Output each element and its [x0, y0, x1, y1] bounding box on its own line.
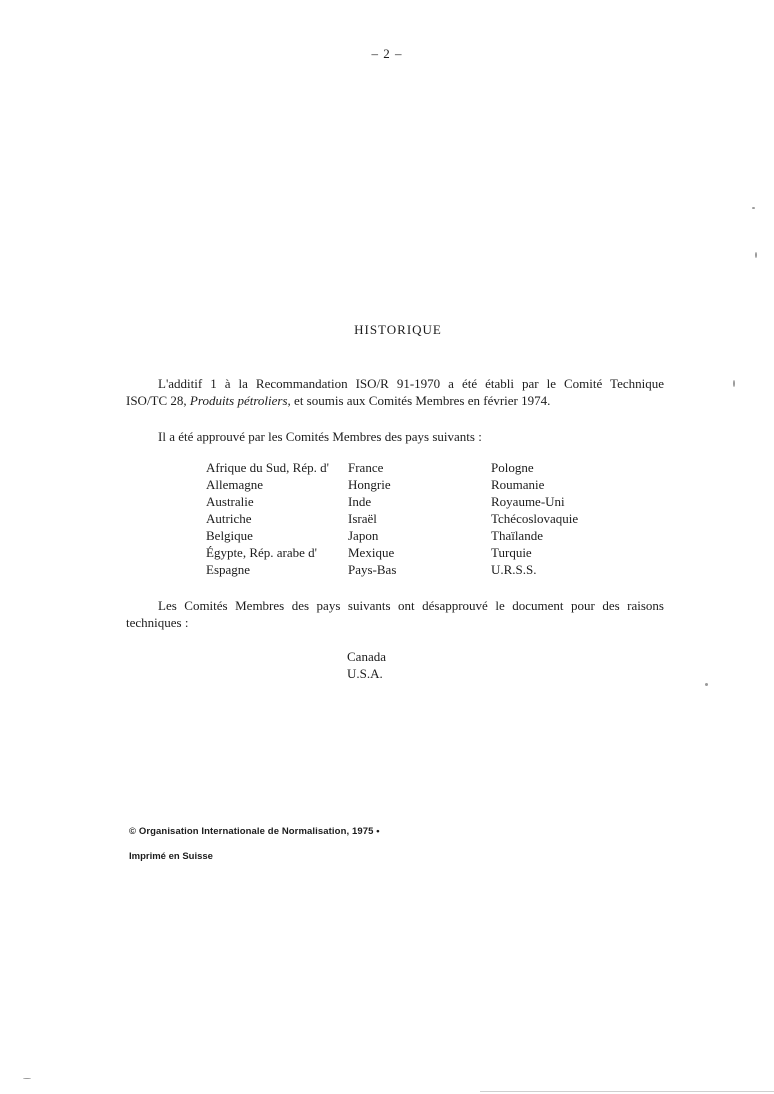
country-item: Allemagne: [206, 477, 264, 492]
scan-speck: [480, 1091, 774, 1092]
country-item: U.S.A.: [347, 666, 383, 681]
country-item: Autriche: [206, 511, 252, 526]
section-heading: HISTORIQUE: [354, 322, 442, 337]
country-item: Thaïlande: [491, 528, 543, 543]
country-item: Pologne: [491, 460, 534, 475]
scan-speck: [755, 252, 757, 258]
country-item: Belgique: [206, 528, 253, 543]
country-item: Canada: [347, 649, 386, 664]
approved-countries-column-2: [348, 459, 396, 578]
printed-in-notice: Imprimé en Suisse: [129, 851, 213, 862]
country-item: Roumanie: [491, 477, 545, 492]
country-item: France: [348, 460, 384, 475]
country-item: Turquie: [491, 545, 532, 560]
scan-speck: [752, 207, 755, 209]
country-item: Espagne: [206, 562, 251, 577]
scan-speck: [23, 1078, 31, 1079]
country-item: Royaume-Uni: [491, 494, 565, 509]
country-item: Égypte, Rép. arabe d': [206, 545, 317, 560]
scan-speck: [733, 380, 735, 387]
country-item: Australie: [206, 494, 254, 509]
country-item: Tchécoslovaquie: [491, 511, 579, 526]
country-item: Japon: [348, 528, 379, 543]
country-item: Inde: [348, 494, 372, 509]
country-item: Afrique du Sud, Rép. d': [206, 460, 329, 475]
intro-paragraph: [126, 375, 664, 409]
intro-line-1: L'additif 1 à la Recommandation ISO/R 91-1970 a été établi par le Comité Technique: [158, 376, 664, 391]
disapproved-countries-list: [347, 648, 386, 682]
country-item: Hongrie: [348, 477, 391, 492]
copyright-notice: © Organisation Internationale de Normalisation, 1975 •: [129, 826, 380, 837]
country-item: U.R.S.S.: [491, 562, 537, 577]
approved-countries-column-1: [206, 459, 329, 578]
disapproved-intro: [126, 597, 664, 631]
country-item: Israël: [348, 511, 377, 526]
approved-intro: Il a été approuvé par les Comités Membres des pays suivants :: [158, 429, 482, 444]
disapproved-intro-line-1: Les Comités Membres des pays suivants ont désapprouvé le document pour des raisons: [158, 598, 664, 613]
disapproved-intro-line-2: techniques :: [126, 615, 189, 630]
country-item: Mexique: [348, 545, 395, 560]
intro-line-2-committee-title: Produits pétroliers,: [189, 393, 291, 408]
intro-line-2-prefix: ISO/TC 28,: [126, 393, 190, 408]
country-item: Pays-Bas: [348, 562, 397, 577]
approved-countries-column-3: [491, 459, 578, 578]
intro-line-2-suffix: et soumis aux Comités Membres en février 1974.: [290, 393, 551, 408]
scan-speck: [705, 683, 708, 686]
page-number: – 2 –: [371, 46, 403, 61]
